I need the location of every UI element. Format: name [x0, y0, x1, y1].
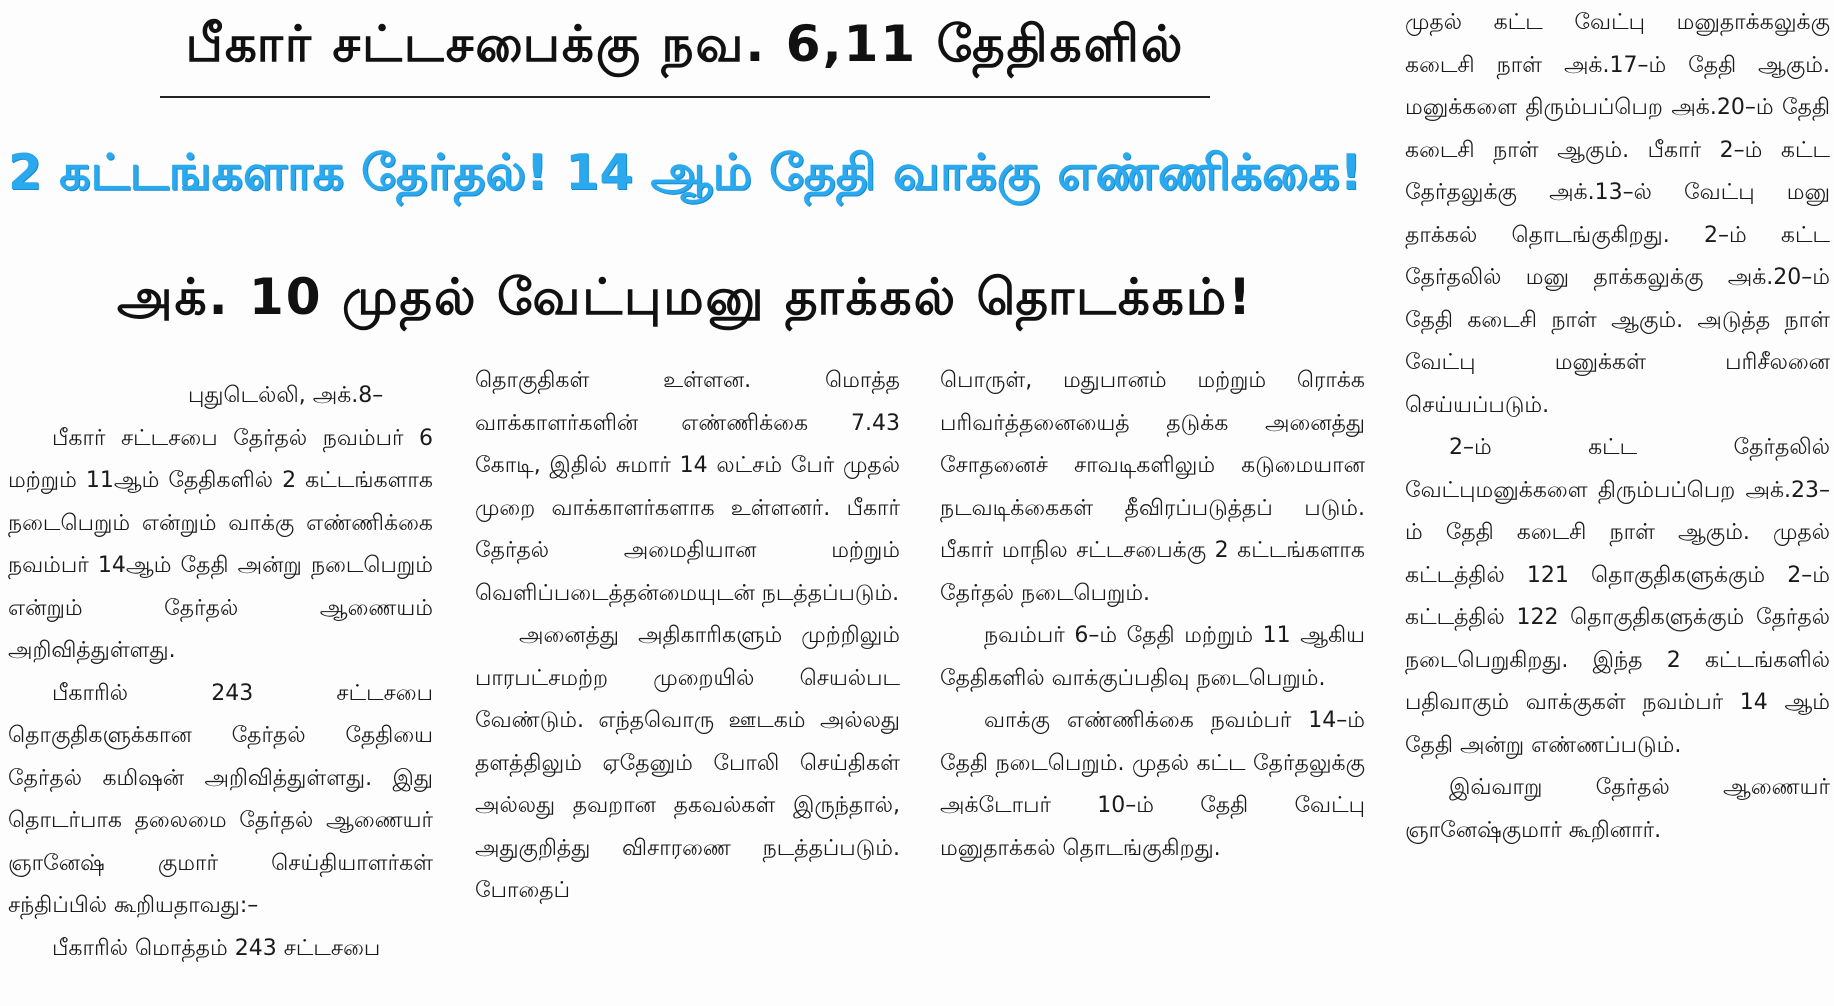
article-paragraph: நவம்பர் 6–ம் தேதி மற்றும் 11 ஆகிய தேதிகளில் வாக்குப்பதிவு நடைபெறும். — [940, 623, 1365, 691]
headline-block — [0, 0, 1370, 350]
article-column-3 — [940, 360, 1365, 1003]
article-paragraph: அனைத்து அதிகாரிகளும் முற்றிலும் பாரபட்சமற்ற முறையில் செயல்பட வேண்டும். எந்தவொரு ஊடகம் அல்லது தளத்திலும் ஏதேனும் போலி செய்திகள் அல்லது தவறான தகவல்கள் இருந்தால், அதுகுறித்து விசாரணை நடத்தப்படும். போதைப் — [475, 623, 900, 903]
dateline: புதுடெல்லி, அக்.8– — [188, 383, 384, 408]
article-column-1 — [8, 375, 433, 1003]
article-paragraph: பீகாரில் 243 சட்டசபை தொகுதிகளுக்கான தேர்தல் தேதியை தேர்தல் கமிஷன் அறிவித்துள்ளது. இது தொடர்பாக தலைமை தேர்தல் ஆணையர் ஞானேஷ் குமார் செய்தியாளர்கள் சந்திப்பில் கூறியதாவது:– — [8, 680, 433, 918]
main-headline: 2 கட்டங்களாக தேர்தல்! 14 ஆம் தேதி வாக்கு எண்ணிக்கை! — [8, 144, 1362, 201]
headline-divider — [160, 96, 1210, 98]
article-paragraph: 2–ம் கட்ட தேர்தலில் வேட்புமனுக்களை திரும்பப்பெற அக்.23–ம் தேதி கடைசி நாள் ஆகும். முதல் கட்டத்தில் 121 தொகுதிகளுக்கும் 2–ம் கட்டத்தில் 122 தொகுதிகளுக்கும் தேர்தல் நடைபெறுகிறது. இந்த 2 கட்டங்களில் பதிவாகும் வாக்குகள் நவம்பர் 14 ஆம் தேதி அன்று எண்ணப்படும். — [1405, 435, 1830, 758]
article-paragraph: பொருள், மதுபானம் மற்றும் ரொக்க பரிவர்த்தனையைத் தடுக்க அனைத்து சோதனைச் சாவடிகளிலும் கடுமையான நடவடிக்கைகள் தீவிரப்படுத்தப் படும். பீகார் மாநில சட்டசபைக்கு 2 கட்டங்களாக தேர்தல் நடைபெறும். — [940, 368, 1365, 606]
article-paragraph: இவ்வாறு தேர்தல் ஆணையர் ஞானேஷ்குமார் கூறினார். — [1405, 775, 1830, 843]
article-paragraph: தொகுதிகள் உள்ளன. மொத்த வாக்காளர்களின் எண்ணிக்கை 7.43 கோடி, இதில் சுமார் 14 லட்சம் பேர் முதல் முறை வாக்காளர்களாக உள்ளனர். பீகார் தேர்தல் அமைதியான மற்றும் வெளிப்படைத்தன்மையுடன் நடத்தப்படும். — [475, 368, 900, 606]
article-paragraph: பீகார் சட்டசபை தேர்தல் நவம்பர் 6 மற்றும் 11ஆம் தேதிகளில் 2 கட்டங்களாக நடைபெறும் என்றும் வாக்கு எண்ணிக்கை நவம்பர் 14ஆம் தேதி அன்று நடைபெறும் என்றும் தேர்தல் ஆணையம் அறிவித்துள்ளது. — [8, 425, 433, 663]
article-paragraph: வாக்கு எண்ணிக்கை நவம்பர் 14–ம் தேதி நடைபெறும். முதல் கட்ட தேர்தலுக்கு அக்டோபர் 10–ம் தேதி வேட்பு மனுதாக்கல் தொடங்குகிறது. — [940, 708, 1365, 861]
article-paragraph: பீகாரில் மொத்தம் 243 சட்டசபை — [52, 935, 381, 961]
sub-headline: அக். 10 முதல் வேட்புமனு தாக்கல் தொடக்கம்! — [117, 267, 1253, 326]
article-column-2 — [475, 360, 900, 1003]
article-column-4 — [1405, 2, 1830, 1003]
kicker-headline: பீகார் சட்டசபைக்கு நவ. 6,11 தேதிகளில் — [185, 14, 1185, 73]
article-paragraph: முதல் கட்ட வேட்பு மனுதாக்கலுக்கு கடைசி நாள் அக்.17–ம் தேதி ஆகும். மனுக்களை திரும்பப்பெற அக்.20–ம் தேதி கடைசி நாள் ஆகும். பீகார் 2–ம் கட்ட தேர்தலுக்கு அக்.13–ல் வேட்பு மனு தாக்கல் தொடங்குகிறது. 2–ம் கட்ட தேர்தலில் மனு தாக்கலுக்கு அக்.20–ம் தேதி கடைசி நாள் ஆகும். அடுத்த நாள் வேட்பு மனுக்கள் பரிசீலனை செய்யப்படும். — [1405, 10, 1830, 418]
